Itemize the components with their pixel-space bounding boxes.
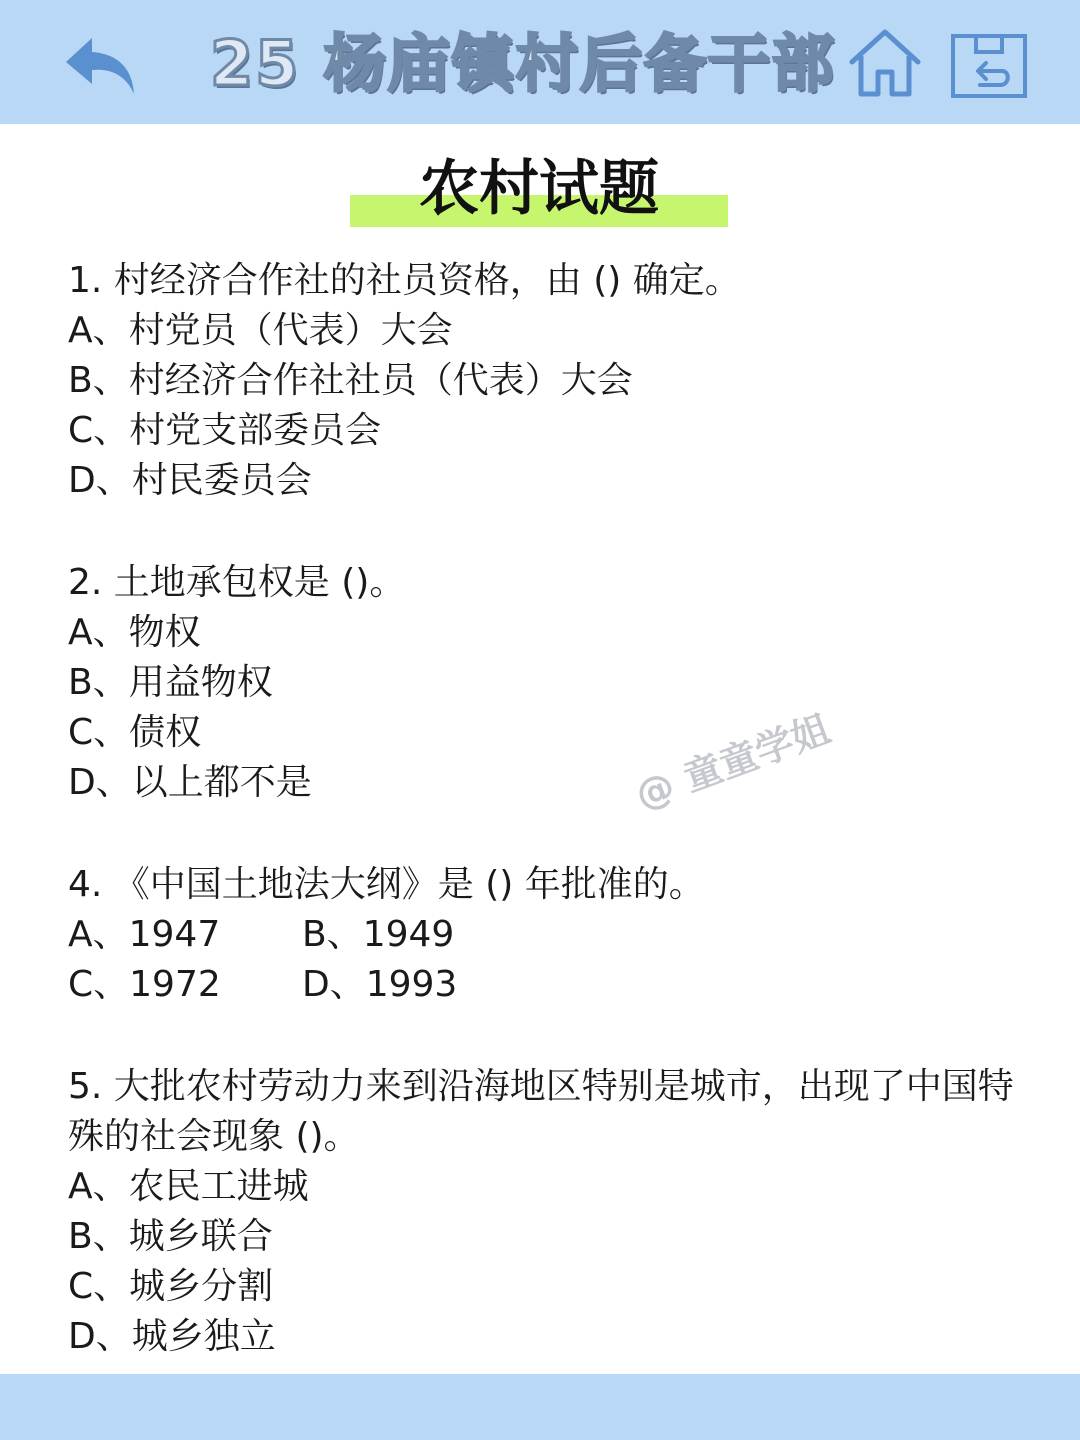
question-block bbox=[68, 860, 1028, 1010]
option-a: A、农民工进城 bbox=[68, 1166, 309, 1207]
option-b: B、城乡联合 bbox=[68, 1216, 273, 1257]
option-b: B、1949 bbox=[302, 914, 455, 955]
home-icon bbox=[848, 26, 922, 98]
option-a: A、村党员（代表）大会 bbox=[68, 310, 453, 351]
question-block bbox=[68, 558, 1028, 808]
option-d: D、1993 bbox=[302, 964, 458, 1005]
option-c: C、债权 bbox=[68, 712, 202, 753]
option-d: D、村民委员会 bbox=[68, 460, 312, 501]
section-title-block bbox=[350, 150, 728, 228]
footer-bar bbox=[0, 1374, 1080, 1440]
save-icon bbox=[950, 33, 1028, 99]
watermark: @ 童童学姐 bbox=[629, 706, 836, 818]
page-title: 25 杨庙镇村后备干部 bbox=[210, 27, 836, 100]
option-d: D、以上都不是 bbox=[68, 762, 312, 803]
option-a: A、物权 bbox=[68, 612, 201, 653]
option-c: C、1972 bbox=[68, 964, 221, 1005]
option-a: A、1947 bbox=[68, 914, 221, 955]
option-d: D、城乡独立 bbox=[68, 1316, 276, 1357]
option-b: B、村经济合作社社员（代表）大会 bbox=[68, 360, 633, 401]
option-row bbox=[68, 910, 1028, 960]
back-button[interactable] bbox=[62, 32, 140, 98]
section-title: 农村试题 bbox=[419, 154, 659, 224]
header-bar bbox=[0, 0, 1080, 124]
question-stem: 1. 村经济合作社的社员资格，由 () 确定。 bbox=[68, 260, 741, 301]
option-row bbox=[68, 960, 1028, 1010]
home-button[interactable] bbox=[848, 26, 922, 98]
option-c: C、城乡分割 bbox=[68, 1266, 274, 1307]
save-button[interactable] bbox=[950, 33, 1028, 99]
back-arrow-icon bbox=[62, 32, 140, 98]
question-stem: 2. 土地承包权是 ()。 bbox=[68, 562, 406, 603]
option-c: C、村党支部委员会 bbox=[68, 410, 382, 451]
question-block bbox=[68, 256, 1028, 506]
option-b: B、用益物权 bbox=[68, 662, 273, 703]
question-block bbox=[68, 1062, 1018, 1362]
question-stem: 5. 大批农村劳动力来到沿海地区特别是城市，出现了中国特殊的社会现象 ()。 bbox=[68, 1066, 1014, 1157]
question-stem: 4. 《中国土地法大纲》是 () 年批准的。 bbox=[68, 864, 705, 905]
